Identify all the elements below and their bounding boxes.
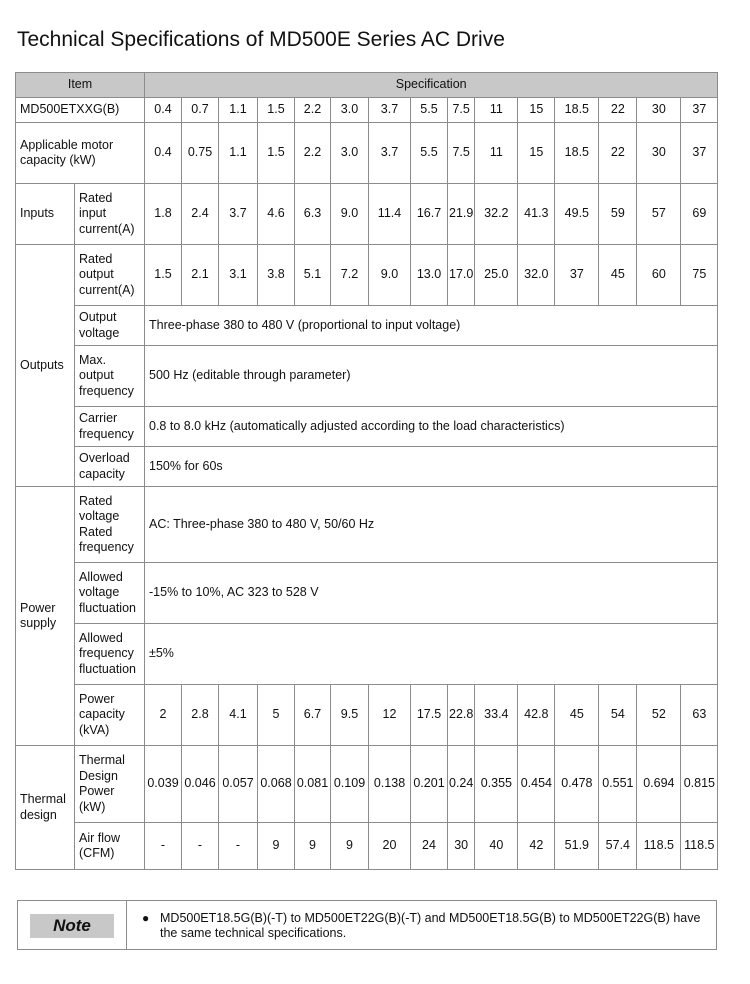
value-cell: 0.454	[518, 746, 555, 823]
value-cell: 37	[555, 245, 599, 306]
value-cell: 9	[258, 823, 295, 870]
header-item: Item	[16, 73, 145, 98]
rated-output-current-label: Rated output current(A)	[75, 245, 145, 306]
rated-input-current-label: Rated input current(A)	[75, 184, 145, 245]
group-outputs: Outputs	[16, 245, 75, 487]
rated-voltage-frequency-label: Rated voltage Rated frequency	[75, 487, 145, 563]
value-cell: 0.4	[145, 123, 182, 184]
value-cell: 15	[518, 98, 555, 123]
group-power-supply: Power supply	[16, 487, 75, 746]
note-text: MD500ET18.5G(B)(-T) to MD500ET22G(B)(-T) and MD500ET18.5G(B) to MD500ET22G(B) have the same technical specifications.	[160, 911, 701, 940]
value-cell: 42.8	[518, 685, 555, 746]
value-cell: 57.4	[599, 823, 637, 870]
value-cell: 9.5	[331, 685, 369, 746]
note-badge: Note	[30, 914, 114, 938]
value-cell: 17.0	[448, 245, 475, 306]
carrier-frequency-value: 0.8 to 8.0 kHz (automatically adjusted according to the load characteristics)	[145, 407, 718, 447]
value-cell: 5	[258, 685, 295, 746]
value-cell: 0.694	[637, 746, 681, 823]
value-cell: 9.0	[331, 184, 369, 245]
value-cell: 12	[369, 685, 411, 746]
value-cell: 30	[448, 823, 475, 870]
value-cell: 2.4	[182, 184, 219, 245]
max-output-frequency-value: 500 Hz (editable through parameter)	[145, 346, 718, 407]
motor-capacity-label: Applicable motor capacity (kW)	[16, 123, 145, 184]
value-cell: 11	[475, 123, 518, 184]
value-cell: 40	[475, 823, 518, 870]
value-cell: 22	[599, 98, 637, 123]
rated-voltage-frequency-value: AC: Three-phase 380 to 480 V, 50/60 Hz	[145, 487, 718, 563]
power-capacity-label: Power capacity (kVA)	[75, 685, 145, 746]
value-cell: 9.0	[369, 245, 411, 306]
value-cell: 3.7	[369, 98, 411, 123]
value-cell: 4.6	[258, 184, 295, 245]
allowed-voltage-fluctuation-row	[16, 563, 718, 624]
air-flow-row	[16, 823, 718, 870]
value-cell: 37	[681, 98, 718, 123]
value-cell: 1.5	[258, 123, 295, 184]
value-cell: -	[182, 823, 219, 870]
value-cell: 32.0	[518, 245, 555, 306]
value-cell: 15	[518, 123, 555, 184]
thermal-design-power-label: Thermal Design Power (kW)	[75, 746, 145, 823]
note-box	[17, 900, 717, 950]
value-cell: 7.2	[331, 245, 369, 306]
value-cell: 0.551	[599, 746, 637, 823]
header-specification: Specification	[145, 73, 718, 98]
thermal-design-power-row	[16, 746, 718, 823]
value-cell: 0.24	[448, 746, 475, 823]
value-cell: 0.355	[475, 746, 518, 823]
value-cell: 49.5	[555, 184, 599, 245]
value-cell: 3.0	[331, 98, 369, 123]
value-cell: 4.1	[219, 685, 258, 746]
value-cell: 2.2	[295, 98, 331, 123]
value-cell: 13.0	[411, 245, 448, 306]
carrier-frequency-row	[16, 407, 718, 447]
allowed-frequency-fluctuation-value: ±5%	[145, 624, 718, 685]
value-cell: 57	[637, 184, 681, 245]
value-cell: 24	[411, 823, 448, 870]
value-cell: 41.3	[518, 184, 555, 245]
value-cell: 1.1	[219, 98, 258, 123]
value-cell: 32.2	[475, 184, 518, 245]
value-cell: 11	[475, 98, 518, 123]
value-cell: 37	[681, 123, 718, 184]
value-cell: 2.2	[295, 123, 331, 184]
value-cell: 5.5	[411, 123, 448, 184]
value-cell: 25.0	[475, 245, 518, 306]
max-output-frequency-label: Max. output frequency	[75, 346, 145, 407]
value-cell: 30	[637, 98, 681, 123]
rated-voltage-frequency-row	[16, 487, 718, 563]
value-cell: 60	[637, 245, 681, 306]
overload-capacity-row	[16, 447, 718, 487]
value-cell: 0.039	[145, 746, 182, 823]
allowed-frequency-fluctuation-label: Allowed frequency fluctuation	[75, 624, 145, 685]
power-capacity-row	[16, 685, 718, 746]
value-cell: 22	[599, 123, 637, 184]
value-cell: 0.081	[295, 746, 331, 823]
output-voltage-value: Three-phase 380 to 480 V (proportional to input voltage)	[145, 306, 718, 346]
model-label: MD500ETXXG(B)	[16, 98, 145, 123]
header-row	[16, 73, 718, 98]
value-cell: 1.8	[145, 184, 182, 245]
value-cell: 2.1	[182, 245, 219, 306]
output-voltage-label: Output voltage	[75, 306, 145, 346]
value-cell: 22.8	[448, 685, 475, 746]
value-cell: 3.7	[219, 184, 258, 245]
carrier-frequency-label: Carrier frequency	[75, 407, 145, 447]
value-cell: 0.057	[219, 746, 258, 823]
overload-capacity-value: 150% for 60s	[145, 447, 718, 487]
note-divider	[126, 901, 127, 949]
value-cell: 51.9	[555, 823, 599, 870]
value-cell: 75	[681, 245, 718, 306]
value-cell: 0.138	[369, 746, 411, 823]
allowed-frequency-fluctuation-row	[16, 624, 718, 685]
value-cell: 3.7	[369, 123, 411, 184]
value-cell: 16.7	[411, 184, 448, 245]
value-cell: 118.5	[681, 823, 718, 870]
value-cell: 1.5	[145, 245, 182, 306]
value-cell: 9	[331, 823, 369, 870]
output-voltage-row	[16, 306, 718, 346]
allowed-voltage-fluctuation-value: -15% to 10%, AC 323 to 528 V	[145, 563, 718, 624]
rated-output-current-row	[16, 245, 718, 306]
value-cell: 1.5	[258, 98, 295, 123]
value-cell: 45	[555, 685, 599, 746]
value-cell: 7.5	[448, 123, 475, 184]
value-cell: -	[145, 823, 182, 870]
value-cell: 3.0	[331, 123, 369, 184]
value-cell: 21.9	[448, 184, 475, 245]
allowed-voltage-fluctuation-label: Allowed voltage fluctuation	[75, 563, 145, 624]
value-cell: 6.7	[295, 685, 331, 746]
value-cell: 0.046	[182, 746, 219, 823]
value-cell: 5.5	[411, 98, 448, 123]
bullet-icon: ●	[142, 911, 150, 925]
group-thermal-design: Thermal design	[16, 746, 75, 870]
value-cell: 0.068	[258, 746, 295, 823]
value-cell: -	[219, 823, 258, 870]
value-cell: 2.8	[182, 685, 219, 746]
value-cell: 0.815	[681, 746, 718, 823]
value-cell: 0.478	[555, 746, 599, 823]
value-cell: 59	[599, 184, 637, 245]
value-cell: 11.4	[369, 184, 411, 245]
value-cell: 0.109	[331, 746, 369, 823]
value-cell: 20	[369, 823, 411, 870]
spec-table	[15, 72, 718, 870]
value-cell: 45	[599, 245, 637, 306]
value-cell: 42	[518, 823, 555, 870]
value-cell: 0.75	[182, 123, 219, 184]
value-cell: 1.1	[219, 123, 258, 184]
value-cell: 2	[145, 685, 182, 746]
value-cell: 0.201	[411, 746, 448, 823]
value-cell: 30	[637, 123, 681, 184]
value-cell: 17.5	[411, 685, 448, 746]
value-cell: 6.3	[295, 184, 331, 245]
rated-input-current-row	[16, 184, 718, 245]
value-cell: 3.1	[219, 245, 258, 306]
value-cell: 18.5	[555, 123, 599, 184]
overload-capacity-label: Overload capacity	[75, 447, 145, 487]
value-cell: 63	[681, 685, 718, 746]
value-cell: 52	[637, 685, 681, 746]
group-inputs: Inputs	[16, 184, 75, 245]
air-flow-label: Air flow (CFM)	[75, 823, 145, 870]
value-cell: 118.5	[637, 823, 681, 870]
max-output-frequency-row	[16, 346, 718, 407]
value-cell: 33.4	[475, 685, 518, 746]
value-cell: 54	[599, 685, 637, 746]
model-row	[16, 98, 718, 123]
value-cell: 0.4	[145, 98, 182, 123]
value-cell: 3.8	[258, 245, 295, 306]
value-cell: 5.1	[295, 245, 331, 306]
value-cell: 18.5	[555, 98, 599, 123]
motor-capacity-row	[16, 123, 718, 184]
value-cell: 69	[681, 184, 718, 245]
value-cell: 0.7	[182, 98, 219, 123]
value-cell: 9	[295, 823, 331, 870]
page-title: Technical Specifications of MD500E Series AC Drive	[17, 28, 505, 51]
value-cell: 7.5	[448, 98, 475, 123]
